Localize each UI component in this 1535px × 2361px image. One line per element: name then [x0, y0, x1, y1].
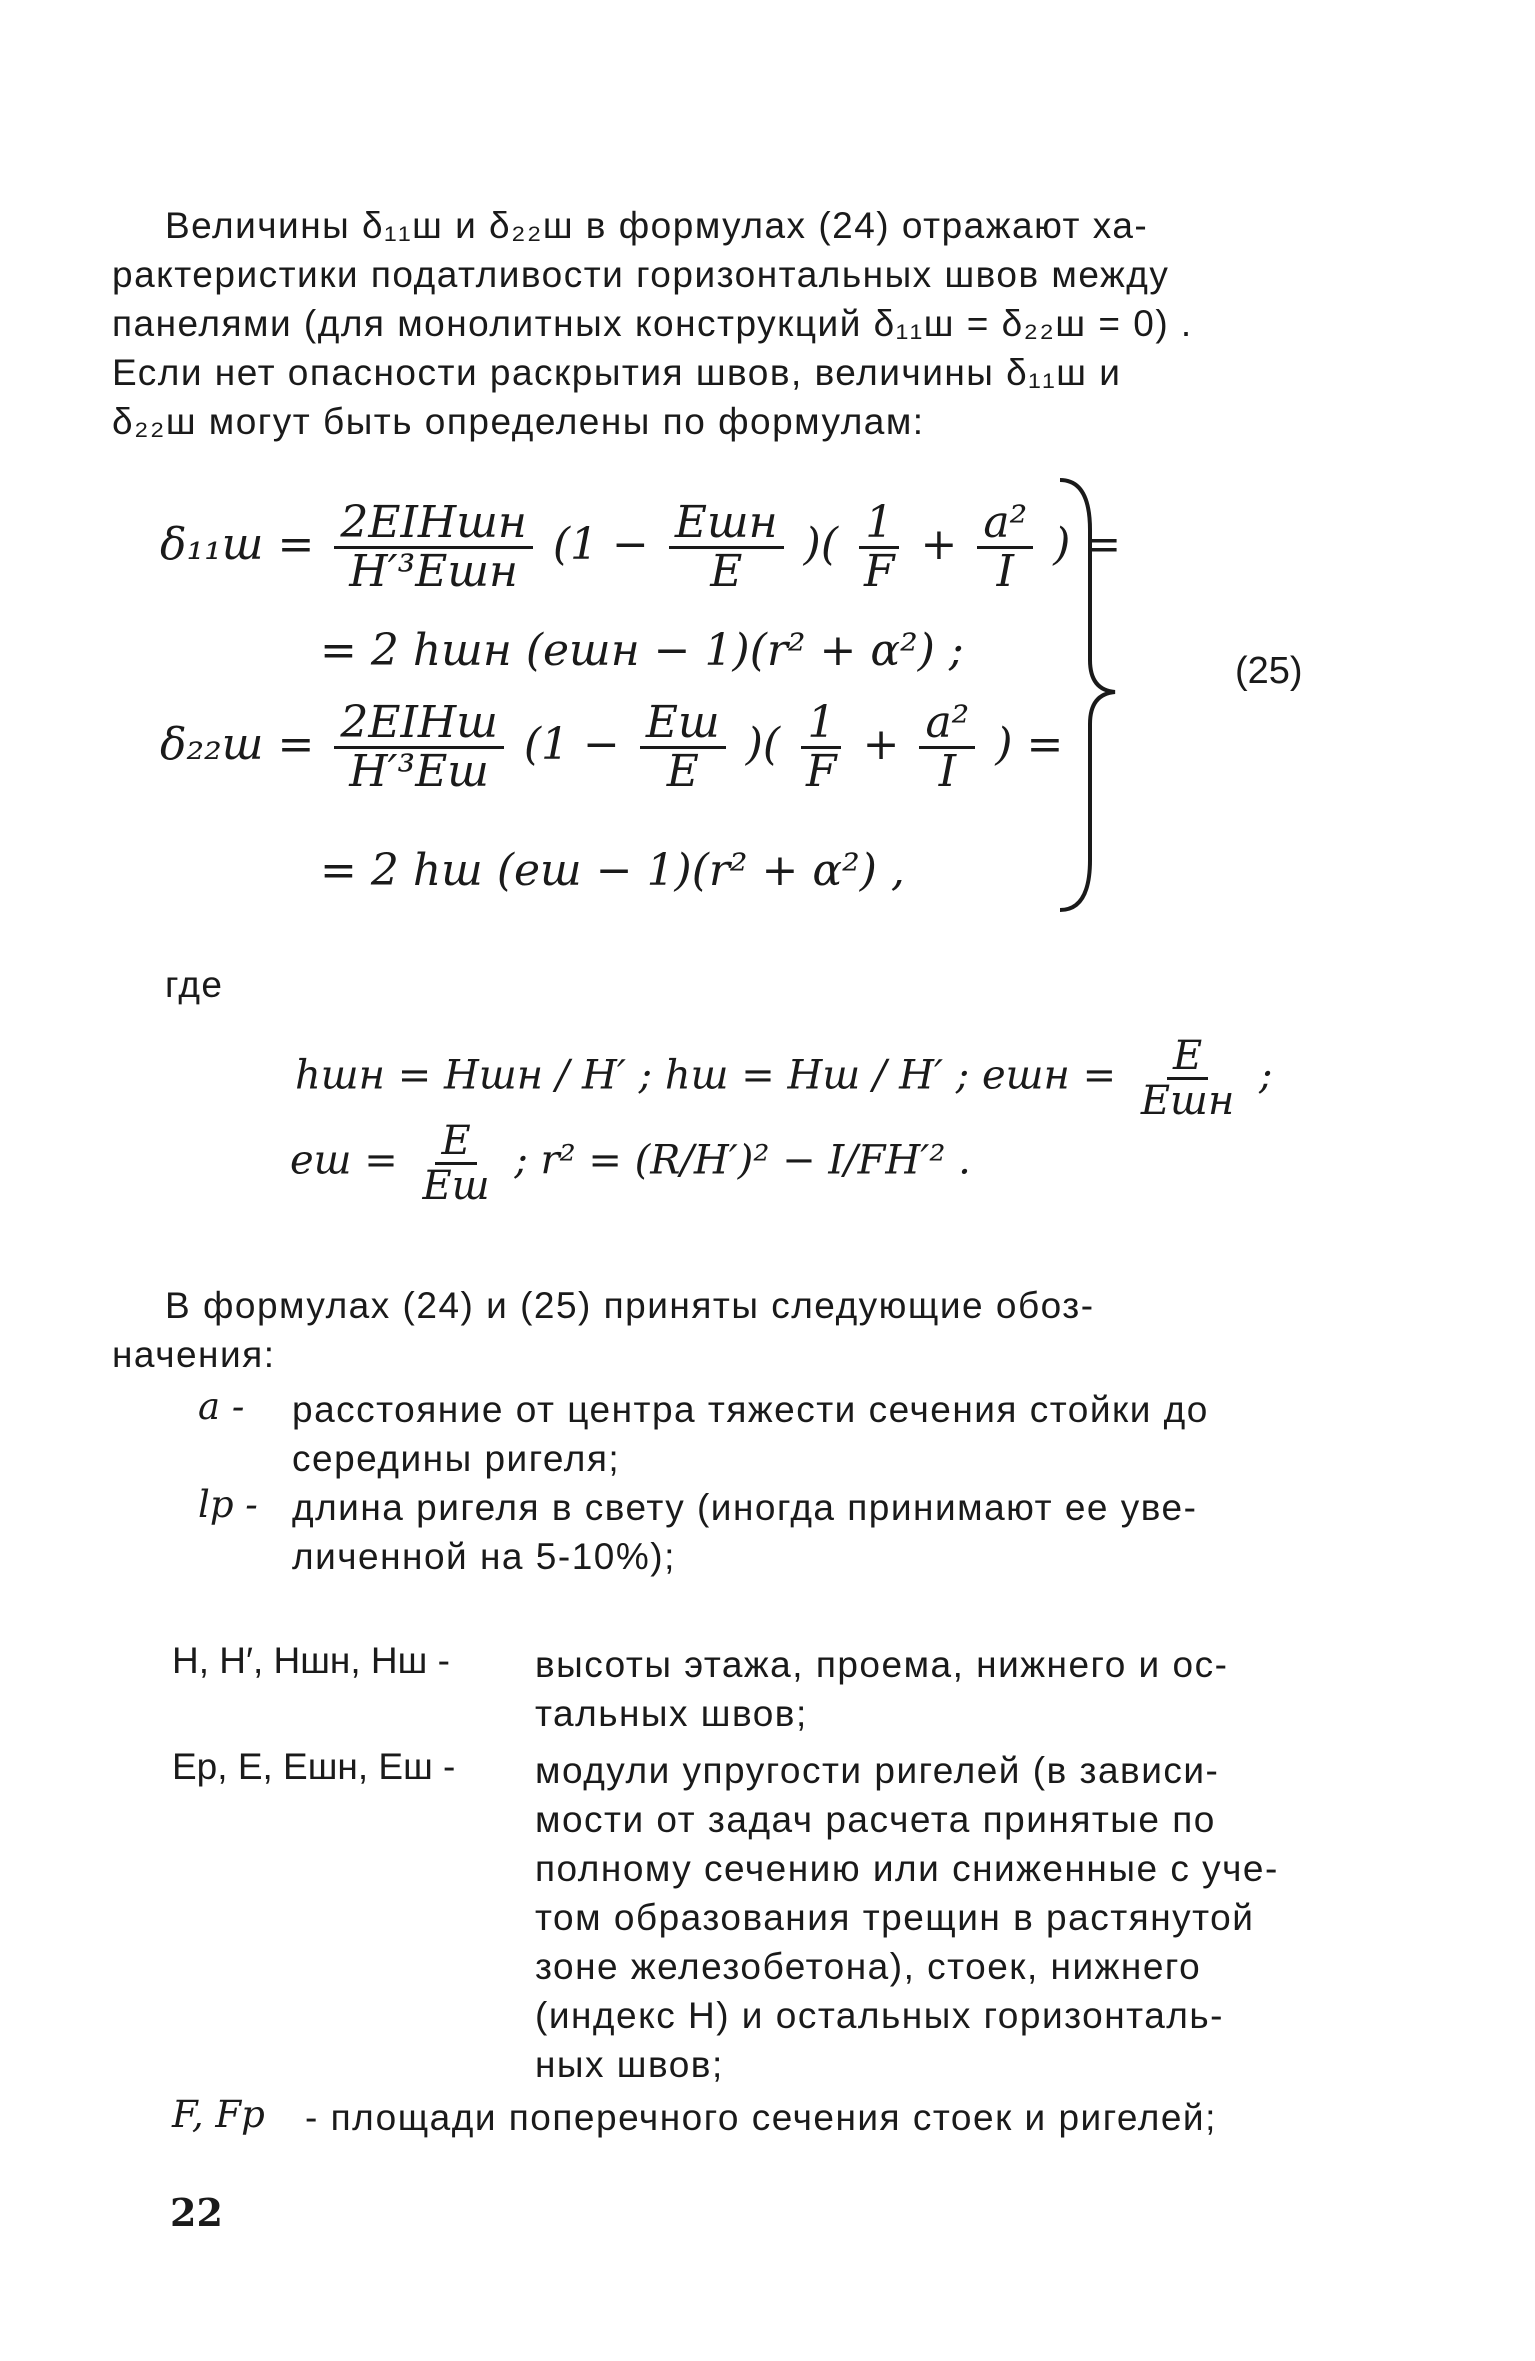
definition-text: зоне железобетона), стоек, нижнего — [535, 1946, 1202, 1987]
fraction — [858, 497, 901, 598]
equation-number: (25) — [1235, 650, 1303, 692]
fraction — [669, 497, 784, 598]
fraction-denominator: E — [666, 746, 699, 798]
where-term: ; — [1259, 1052, 1273, 1099]
equals-sign: = — [277, 519, 315, 571]
fraction-numerator: Eшн — [669, 500, 784, 549]
plus-sign: + — [862, 719, 900, 771]
where-term: eш = — [290, 1137, 398, 1184]
definition-text: ных швов; — [535, 2044, 724, 2085]
fraction-numerator: 2EIHш — [334, 700, 504, 749]
definition-term: lp - — [198, 1483, 258, 1526]
fraction-numerator: E — [1167, 1035, 1208, 1080]
fraction-denominator: H′³Eш — [349, 746, 489, 798]
fraction-denominator: F — [806, 746, 837, 798]
equation-term: )( — [745, 719, 781, 771]
intro-line: рактеристики податливости горизонтальных швов между — [112, 254, 1170, 295]
fraction-numerator: 1 — [801, 700, 841, 749]
where-term: ; r² = (R/H′)² − I/FH′² . — [514, 1137, 971, 1184]
definition-text: том образования трещин в растянутой — [535, 1897, 1255, 1938]
fraction — [977, 497, 1033, 598]
definition-term: H, H′, Hшн, Hш - — [172, 1640, 450, 1681]
intro-line: Величины δ₁₁ш и δ₂₂ш в формулах (24) отражают ха- — [165, 205, 1149, 246]
equation-term: ) = — [1053, 519, 1122, 571]
equation-term: (1 − — [523, 719, 620, 771]
definition-text: полному сечению или сниженные с уче- — [535, 1848, 1279, 1889]
fraction-numerator: 2EIHшн — [334, 500, 533, 549]
equation-line-4: = 2 hш (eш − 1)(r² + α²) , — [320, 845, 905, 896]
fraction-numerator: a² — [977, 500, 1033, 549]
definition-text: расстояние от центра тяжести сечения стойки до — [292, 1389, 1209, 1430]
definition-term: F, Fp — [172, 2093, 265, 2136]
where-label: где — [165, 964, 224, 1005]
definition-text: (индекс Н) и остальных горизонталь- — [535, 1995, 1224, 2036]
fraction-numerator: Eш — [640, 700, 726, 749]
fraction — [334, 697, 504, 798]
definition-text: длина ригеля в свету (иногда принимают ее уве- — [292, 1487, 1198, 1528]
notation-line: начения: — [112, 1334, 276, 1375]
definition-text: - площади поперечного сечения стоек и ригелей; — [305, 2097, 1217, 2138]
page-number: 22 — [170, 2190, 223, 2235]
fraction-numerator: E — [435, 1120, 476, 1165]
fraction-denominator: I — [938, 746, 957, 798]
plus-sign: + — [920, 519, 958, 571]
fraction-numerator: a² — [919, 700, 975, 749]
fraction-denominator: Eшн — [1140, 1078, 1235, 1124]
fraction-denominator: F — [864, 546, 895, 598]
where-line-2 — [290, 1120, 971, 1207]
fraction — [417, 1120, 496, 1207]
intro-line: Если нет опасности раскрытия швов, величины δ₁₁ш и — [112, 352, 1122, 393]
equation-term: )( — [803, 519, 838, 571]
equation-term: (1 − — [552, 519, 649, 571]
fraction — [334, 497, 533, 598]
where-term: hшн = Hшн / H′ ; hш = Hш / H′ ; eшн = — [295, 1052, 1117, 1099]
definition-text: личенной на 5-10%); — [292, 1536, 676, 1577]
definition-text: тальных швов; — [535, 1693, 808, 1734]
fraction — [800, 697, 843, 798]
fraction — [1135, 1035, 1240, 1122]
fraction-numerator: 1 — [859, 500, 899, 549]
where-line-1 — [295, 1035, 1273, 1122]
equals-sign: = — [277, 719, 315, 771]
right-brace — [1050, 470, 1130, 920]
definition-text: модули упругости ригелей (в зависи- — [535, 1750, 1220, 1791]
equation-term: ) = — [995, 719, 1064, 771]
definition-text: мости от задач расчета принятые по — [535, 1799, 1216, 1840]
fraction-denominator: H′³Eшн — [349, 546, 518, 598]
definition-term: a - — [198, 1385, 245, 1428]
fraction — [640, 697, 726, 798]
definition-text: высоты этажа, проема, нижнего и ос- — [535, 1644, 1229, 1685]
fraction — [919, 697, 975, 798]
fraction-denominator: E — [710, 546, 743, 598]
equation-line-1 — [160, 497, 1122, 598]
definition-term: Ep, E, Eшн, Eш - — [172, 1746, 456, 1787]
fraction-denominator: I — [996, 546, 1015, 598]
equation-lhs: δ₂₂ш — [160, 719, 264, 771]
equation-line-3 — [160, 697, 1064, 798]
fraction-denominator: Eш — [422, 1163, 490, 1209]
equation-lhs: δ₁₁ш — [160, 519, 264, 571]
definition-text: середины ригеля; — [292, 1438, 621, 1479]
intro-line: δ₂₂ш могут быть определены по формулам: — [112, 401, 925, 442]
equation-line-2: = 2 hшн (eшн − 1)(r² + α²) ; — [320, 625, 964, 676]
notation-line: В формулах (24) и (25) приняты следующие обоз- — [165, 1285, 1095, 1326]
intro-line: панелями (для монолитных конструкций δ₁₁ш = δ₂₂ш = 0) . — [112, 303, 1193, 344]
